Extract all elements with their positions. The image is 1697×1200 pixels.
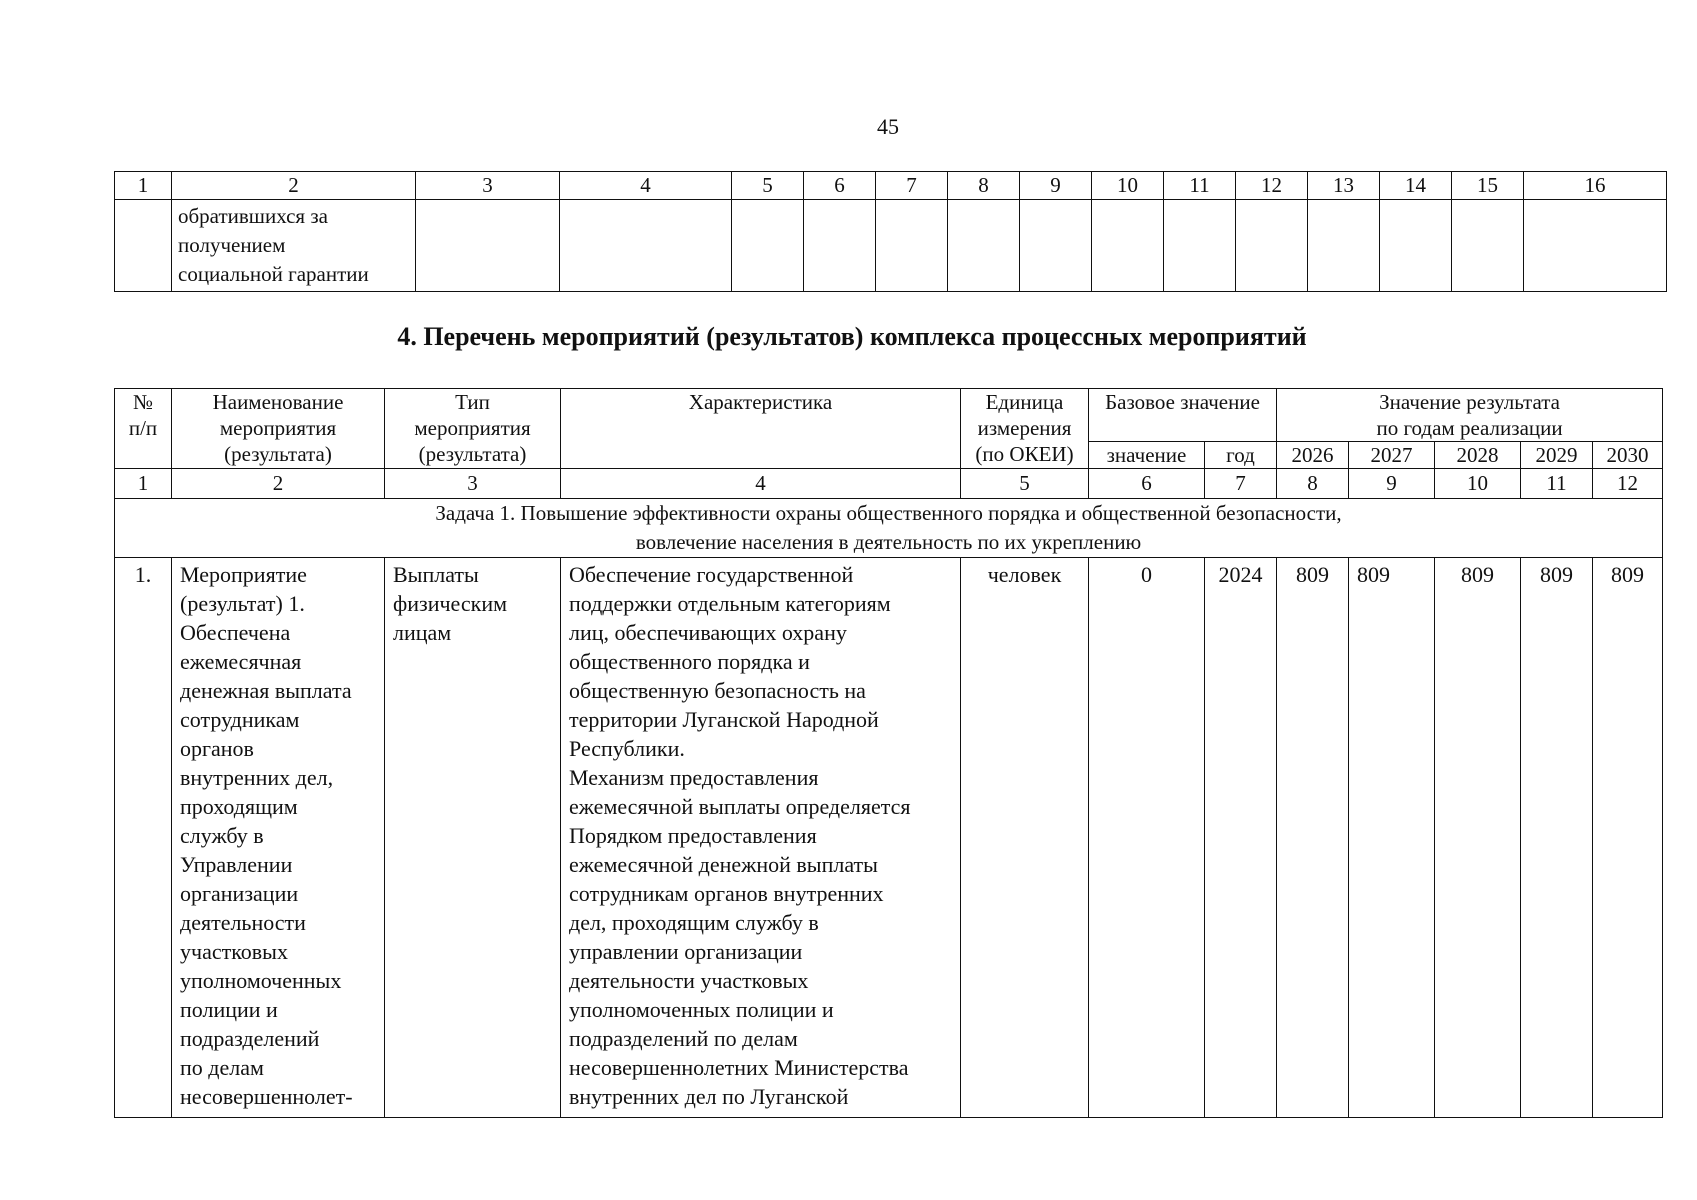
empty-cell — [115, 200, 172, 292]
col-number-cell: 10 — [1435, 469, 1521, 499]
continuation-header-row — [115, 172, 1667, 200]
empty-cell — [1236, 200, 1308, 292]
col-number-cell: 3 — [416, 172, 560, 200]
row-value-2029: 809 — [1521, 558, 1593, 1118]
empty-cell — [948, 200, 1020, 292]
header-unit: Единица измерения (по ОКЕИ) — [961, 389, 1089, 469]
col-number-cell: 6 — [804, 172, 876, 200]
header-num: № п/п — [115, 389, 172, 469]
header-year: 2029 — [1521, 442, 1593, 469]
col-number-cell: 5 — [732, 172, 804, 200]
header-year: 2028 — [1435, 442, 1521, 469]
row-value-2030: 809 — [1593, 558, 1663, 1118]
header-year: 2027 — [1349, 442, 1435, 469]
col-number-cell: 5 — [961, 469, 1089, 499]
col-number-cell: 14 — [1380, 172, 1452, 200]
header-name: Наименование мероприятия (результата) — [172, 389, 385, 469]
col-number-cell: 7 — [876, 172, 948, 200]
page-number: 45 — [877, 114, 899, 139]
row-type-cell: Выплаты физическим лицам — [385, 558, 561, 1118]
col-number-cell: 6 — [1089, 469, 1205, 499]
header-base-year-sub: год — [1205, 442, 1277, 469]
header-year: 2030 — [1593, 442, 1663, 469]
continuation-body-row — [115, 200, 1667, 292]
col-number-cell: 2 — [172, 172, 416, 200]
header-type: Тип мероприятия (результата) — [385, 389, 561, 469]
empty-cell — [1092, 200, 1164, 292]
col-number-cell: 13 — [1308, 172, 1380, 200]
col-number-cell: 12 — [1236, 172, 1308, 200]
section-title: 4. Перечень мероприятий (результатов) комплекса процессных мероприятий — [397, 322, 1307, 351]
col-number-cell: 16 — [1524, 172, 1667, 200]
column-number-row — [115, 469, 1663, 499]
activities-table — [114, 388, 1663, 1118]
col-number-cell: 11 — [1521, 469, 1593, 499]
col-number-cell: 4 — [560, 172, 732, 200]
row-base-value-cell: 0 — [1089, 558, 1205, 1118]
col-number-cell: 4 — [561, 469, 961, 499]
table-row — [115, 558, 1663, 1118]
header-base-value: Базовое значение — [1089, 389, 1277, 442]
task-cell: Задача 1. Повышение эффективности охраны общественного порядка и общественной безопасности, вовлечение населения в деятельность по их укреплению — [115, 499, 1663, 558]
continuation-table — [114, 171, 1667, 292]
col-number-cell: 12 — [1593, 469, 1663, 499]
empty-cell — [1452, 200, 1524, 292]
col-number-cell: 8 — [1277, 469, 1349, 499]
col-number-cell: 2 — [172, 469, 385, 499]
empty-cell — [732, 200, 804, 292]
col-number-cell: 9 — [1349, 469, 1435, 499]
row-characteristic-cell: Обеспечение государственной поддержки отдельным категориям лиц, обеспечивающих охрану общественного порядка и общественную безопасность на территории Луганской Народной Республики. Механизм предоставления ежемесячной выплаты определяется Порядком предоставления ежемесячной денежной выплаты сотрудникам органов внутренних дел, проходящим службу в управлении организации деятельности участковых уполномоченных полиции и подразделений по делам несовершеннолетних Министерства внутренних дел по Луганской — [561, 558, 961, 1118]
empty-cell — [1308, 200, 1380, 292]
header-row-1 — [115, 389, 1663, 442]
empty-cell — [1020, 200, 1092, 292]
col-number-cell: 8 — [948, 172, 1020, 200]
empty-cell — [560, 200, 732, 292]
col-number-cell: 1 — [115, 172, 172, 200]
col-number-cell: 15 — [1452, 172, 1524, 200]
empty-cell — [1524, 200, 1667, 292]
col-number-cell: 7 — [1205, 469, 1277, 499]
col-number-cell: 3 — [385, 469, 561, 499]
empty-cell — [804, 200, 876, 292]
row-num-cell: 1. — [115, 558, 172, 1118]
header-characteristic: Характеристика — [561, 389, 961, 469]
col-number-cell: 11 — [1164, 172, 1236, 200]
empty-cell — [1164, 200, 1236, 292]
col-number-cell: 1 — [115, 469, 172, 499]
col-number-cell: 10 — [1092, 172, 1164, 200]
row-unit-cell: человек — [961, 558, 1089, 1118]
empty-cell — [1380, 200, 1452, 292]
row-value-2026: 809 — [1277, 558, 1349, 1118]
empty-cell — [876, 200, 948, 292]
empty-cell — [416, 200, 560, 292]
row-name-cell: Мероприятие (результат) 1. Обеспечена ежемесячная денежная выплата сотрудникам органов внутренних дел, проходящим службу в Управлении организации деятельности участковых уполномоченных полиции и подразделений по делам несовершеннолет- — [172, 558, 385, 1118]
row-value-2028: 809 — [1435, 558, 1521, 1118]
row-value-2027: 809 — [1349, 558, 1435, 1118]
row-base-year-cell: 2024 — [1205, 558, 1277, 1118]
continuation-text-cell: обратившихся за получением социальной гарантии — [172, 200, 416, 292]
header-result-value: Значение результата по годам реализации — [1277, 389, 1663, 442]
header-base-value-sub: значение — [1089, 442, 1205, 469]
header-year: 2026 — [1277, 442, 1349, 469]
task-row — [115, 499, 1663, 558]
col-number-cell: 9 — [1020, 172, 1092, 200]
